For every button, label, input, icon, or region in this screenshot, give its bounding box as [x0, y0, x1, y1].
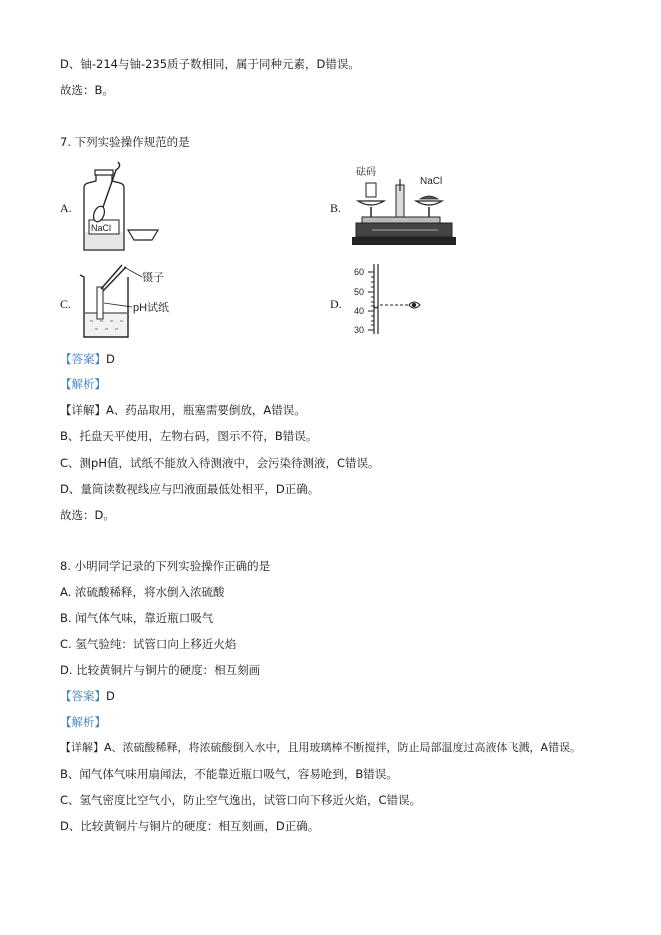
q7-analysis-tag: 【解析】 — [60, 377, 106, 391]
q7-detail-c: C、测pH值，试纸不能放入待测液中，会污染待测液，C错误。 — [60, 456, 380, 470]
eye-icon — [409, 302, 420, 308]
q8-answer — [60, 688, 115, 704]
figure-d-tick-50: 50 — [354, 287, 365, 297]
prev-detail-d: D、铀-214与铀-235质子数相同，属于同种元素，D错误。 — [60, 57, 360, 71]
figure-b-weight-label: 砝码 — [356, 167, 376, 178]
q8-option-c: C. 氢气验纯：试管口向上移近火焰 — [60, 637, 237, 651]
q8-option-d: D. 比较黄铜片与铜片的硬度：相互刻画 — [60, 663, 261, 677]
answer-tag: 【答案】 — [60, 689, 106, 703]
answer-tag: 【答案】 — [60, 352, 106, 366]
q8-stem: 8. 小明同学记录的下列实验操作正确的是 — [60, 559, 271, 573]
q8-analysis-tag: 【解析】 — [60, 715, 106, 729]
q7-stem: 7. 下列实验操作规范的是 — [60, 135, 190, 149]
q7-detail-b: B、托盘天平使用，左物右码，图示不符，B错误。 — [60, 429, 318, 443]
detail-tag: 【详解】 — [60, 741, 104, 754]
q7-option-b: B. — [330, 201, 342, 215]
figure-c-paper-label: pH试纸 — [133, 302, 170, 314]
q8-detail-d: D、比较黄铜片与铜片的硬度：相互刻画，D正确。 — [60, 819, 320, 833]
figure-d-tick-30: 30 — [354, 325, 365, 335]
figure-b-balance — [352, 163, 462, 253]
figure-c-beaker — [80, 263, 195, 343]
figure-d-cylinder — [352, 264, 432, 336]
detail-tag: 【详解】 — [60, 403, 106, 417]
q8-detail-a — [60, 740, 581, 756]
q7-detail-d: D、量筒读数视线应与凹液面最低处相平，D正确。 — [60, 482, 320, 496]
q7-detail-a — [60, 402, 306, 418]
q7-answer — [60, 351, 115, 367]
q8-detail-c: C、氢气密度比空气小，防止空气逸出，试管口向下移近火焰，C错误。 — [60, 793, 422, 807]
q7-option-d: D. — [330, 297, 342, 311]
detail-text: A、药品取用，瓶塞需要倒放，A错误。 — [106, 403, 306, 417]
figure-d-tick-40: 40 — [354, 306, 365, 316]
q7-option-c: C. — [60, 297, 72, 311]
answer-value: D — [106, 689, 115, 703]
figure-a-bottle — [76, 160, 171, 255]
answer-value: D — [106, 352, 115, 366]
q7-option-a: A. — [60, 201, 72, 215]
q8-option-b: B. 闻气体气味，靠近瓶口吸气 — [60, 611, 214, 625]
figure-c-tweezers-label: 镊子 — [142, 272, 164, 284]
q7-choose: 故选：D。 — [60, 508, 115, 522]
q8-option-a: A. 浓硫酸稀释，将水倒入浓硫酸 — [60, 585, 225, 599]
prev-answer: 故选：B。 — [60, 83, 114, 97]
figure-d-tick-60: 60 — [354, 267, 365, 277]
figure-b-nacl-label: NaCl — [420, 176, 443, 187]
q8-detail-b: B、闻气体气味用扇闻法，不能靠近瓶口吸气，容易呛到，B错误。 — [60, 767, 398, 781]
detail-text: A、浓硫酸稀释，将浓硫酸倒入水中，且用玻璃棒不断搅拌，防止局部温度过高液体飞溅，A错误。 — [104, 741, 582, 754]
figure-a-label: NaCl — [91, 223, 112, 233]
